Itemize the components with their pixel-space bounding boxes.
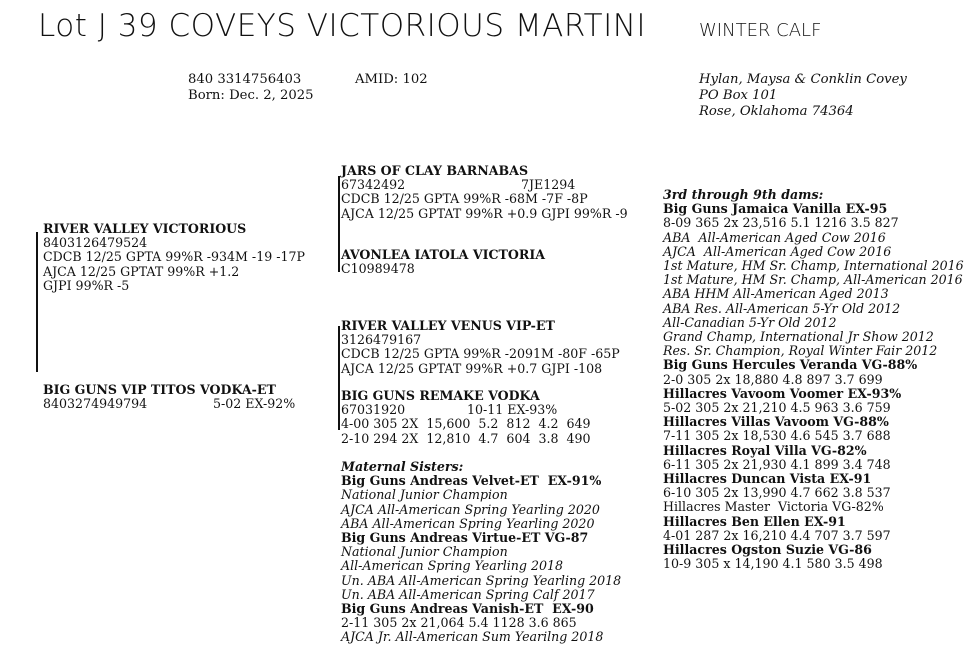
dam-sire-bracket-line xyxy=(338,326,340,430)
dam-entry-record: 2-0 305 2x 18,880 4.8 897 3.7 699 xyxy=(663,371,883,387)
dam-entry-award: 1st Mature, HM Sr. Champ, International 2016 xyxy=(663,258,964,274)
dam-entry-name: Big Guns Hercules Veranda VG-88% xyxy=(663,357,918,373)
dam-dam-name: BIG GUNS REMAKE VODKA xyxy=(341,388,540,403)
dam-entry-record: 7-11 305 2x 18,530 4.6 545 3.7 688 xyxy=(663,428,891,444)
sire-reg: 8403126479524 xyxy=(43,235,148,251)
sire-cdcb: CDCB 12/25 GPTA 99%R -934M -19 -17P xyxy=(43,249,305,265)
sire-sire-cdcb: CDCB 12/25 GPTA 99%R -68M -7F -8P xyxy=(341,191,588,207)
sire-dam-reg: C10989478 xyxy=(341,261,415,277)
sister-name: Big Guns Andreas Vanish-ET EX-90 xyxy=(341,601,594,617)
dam-block xyxy=(43,383,303,411)
sire-sire-code: 7JE1294 xyxy=(521,177,576,193)
dam-sire-ajca: AJCA 12/25 GPTAT 99%R +0.7 GJPI -108 xyxy=(341,360,603,376)
owner-name: Hylan, Maysa & Conklin Covey xyxy=(699,72,907,87)
sire-sire-bracket-line xyxy=(338,176,340,272)
page-title: Lot J 39 COVEYS VICTORIOUS MARTINI xyxy=(38,8,647,44)
dam-entry-name: Hillacres Duncan Vista EX-91 xyxy=(663,471,872,487)
sister-award: National Junior Champion xyxy=(341,487,508,503)
dam-entry-award: Grand Champ, International Jr Show 2012 xyxy=(663,329,934,345)
dam-dam-reg: 67031920 xyxy=(341,402,406,418)
sire-sire-reg: 67342492 xyxy=(341,177,406,193)
dams-heading: 3rd through 9th dams: xyxy=(663,187,824,202)
dam-reg: 8403274949794 xyxy=(43,396,148,412)
calf-class: WINTER CALF xyxy=(699,20,822,41)
dam-dam-record-2: 2-10 294 2X 12,810 4.7 604 3.8 490 xyxy=(341,430,591,446)
sire-sire-ajca: AJCA 12/25 GPTAT 99%R +0.9 GJPI 99%R -9 xyxy=(341,205,628,221)
sire-gjpi: GJPI 99%R -5 xyxy=(43,277,130,293)
dam-entry-record: Hillacres Master Victoria VG-82% xyxy=(663,499,884,515)
maternal-sisters-heading: Maternal Sisters: xyxy=(341,459,464,474)
sister-name: Big Guns Andreas Virtue-ET VG-87 xyxy=(341,530,589,546)
dam-dam-block xyxy=(341,389,641,446)
dam-entry-award: ABA Res. All-American 5-Yr Old 2012 xyxy=(663,300,901,316)
dam-entry-award: 1st Mature, HM Sr. Champ, All-American 2016 xyxy=(663,272,963,288)
dam-sire-cdcb: CDCB 12/25 GPTA 99%R -2091M -80F -65P xyxy=(341,346,620,362)
sire-block xyxy=(43,222,305,293)
amid: AMID: 102 xyxy=(355,72,428,87)
dam-entry-name: Big Guns Jamaica Vanilla EX-95 xyxy=(663,201,888,217)
owner-city: Rose, Oklahoma 74364 xyxy=(699,104,854,119)
dam-dam-score: 10-11 EX-93% xyxy=(467,402,558,418)
sister-award: All-American Spring Yearling 2018 xyxy=(341,558,564,574)
dam-entry-name: Hillacres Villas Vavoom VG-88% xyxy=(663,414,889,430)
dam-entry-name: Hillacres Royal Villa VG-82% xyxy=(663,442,867,458)
sire-dam-block xyxy=(341,248,545,276)
sister-name: Big Guns Andreas Velvet-ET EX-91% xyxy=(341,473,602,489)
maternal-sisters-block xyxy=(341,460,621,645)
sire-ajca: AJCA 12/25 GPTAT 99%R +1.2 xyxy=(43,263,240,279)
dam-entry-award: AJCA All-American Aged Cow 2016 xyxy=(663,243,892,259)
dam-entry-record: 10-9 305 x 14,190 4.1 580 3.5 498 xyxy=(663,556,883,572)
dam-name: BIG GUNS VIP TITOS VODKA-ET xyxy=(43,382,276,397)
dam-entry-award: ABA All-American Aged Cow 2016 xyxy=(663,229,886,245)
dam-entry-record: 6-11 305 2x 21,930 4.1 899 3.4 748 xyxy=(663,456,891,472)
dam-entry-award: Res. Sr. Champion, Royal Winter Fair 2012 xyxy=(663,343,938,359)
dam-sire-name: RIVER VALLEY VENUS VIP-ET xyxy=(341,318,555,333)
sire-dam-name: AVONLEA IATOLA VICTORIA xyxy=(341,247,545,262)
dam-entry-name: Hillacres Vavoom Voomer EX-93% xyxy=(663,385,902,401)
dam-sire-block xyxy=(341,319,620,376)
dam-entry-name: Hillacres Ogston Suzie VG-86 xyxy=(663,542,872,558)
sister-record: 2-11 305 2x 21,064 5.4 1128 3.6 865 xyxy=(341,615,577,631)
registration-number: 840 3314756403 xyxy=(188,72,302,87)
sister-award: AJCA Jr. All-American Sum Yearilng 2018 xyxy=(341,629,604,645)
owner-address: PO Box 101 xyxy=(699,88,778,103)
sire-bracket-line xyxy=(36,232,38,372)
dam-entry-record: 4-01 287 2x 16,210 4.4 707 3.7 597 xyxy=(663,527,891,543)
dams-block xyxy=(663,188,964,571)
sister-award: Un. ABA All-American Spring Yearling 2018 xyxy=(341,572,622,588)
sister-award: AJCA All-American Spring Yearling 2020 xyxy=(341,501,600,517)
dam-score: 5-02 EX-92% xyxy=(213,396,296,412)
dam-entry-award: ABA HHM All-American Aged 2013 xyxy=(663,286,889,302)
dam-entry-award: All-Canadian 5-Yr Old 2012 xyxy=(663,314,837,330)
birth-date: Born: Dec. 2, 2025 xyxy=(188,88,314,103)
dam-entry-record: 6-10 305 2x 13,990 4.7 662 3.8 537 xyxy=(663,485,891,501)
dam-dam-record-1: 4-00 305 2X 15,600 5.2 812 4.2 649 xyxy=(341,416,591,432)
dam-entry-record: 8-09 365 2x 23,516 5.1 1216 3.5 827 xyxy=(663,215,899,231)
sire-sire-name: JARS OF CLAY BARNABAS xyxy=(341,163,529,178)
sister-award: Un. ABA All-American Spring Calf 2017 xyxy=(341,586,595,602)
dam-sire-reg: 3126479167 xyxy=(341,332,422,348)
sire-name: RIVER VALLEY VICTORIOUS xyxy=(43,221,247,236)
dam-entry-name: Hillacres Ben Ellen EX-91 xyxy=(663,513,846,529)
sire-sire-block xyxy=(341,164,641,221)
sister-award: National Junior Champion xyxy=(341,544,508,560)
sister-award: ABA All-American Spring Yearling 2020 xyxy=(341,515,595,531)
dam-entry-record: 5-02 305 2x 21,210 4.5 963 3.6 759 xyxy=(663,400,891,416)
